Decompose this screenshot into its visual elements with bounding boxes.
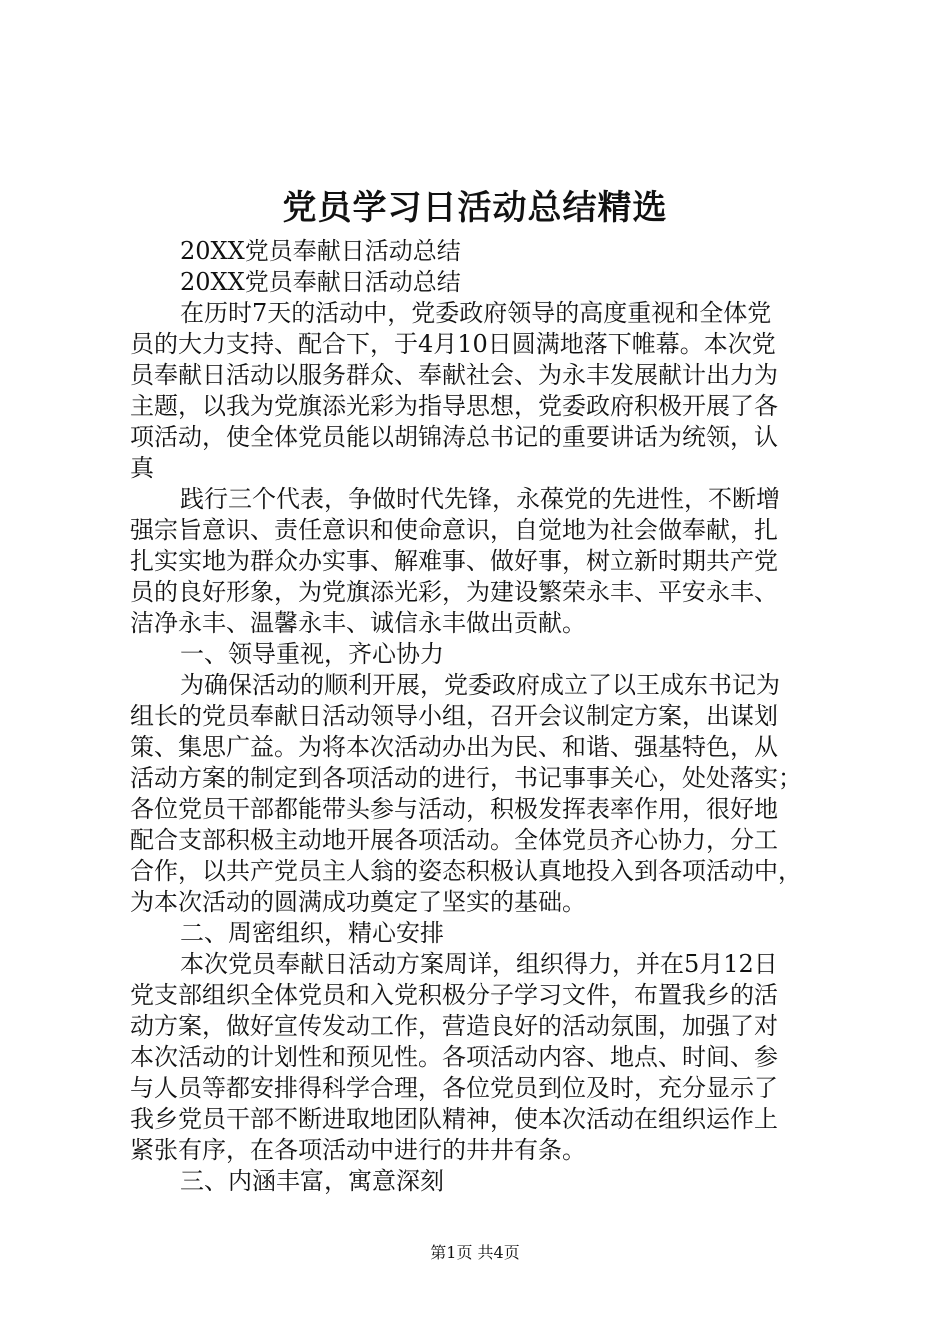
text-line: 扎实实地为群众办实事、解难事、做好事，树立新时期共产党 (130, 547, 778, 575)
text-line: 真 (130, 454, 154, 482)
text-line: 三、内涵丰富，寓意深刻 (180, 1167, 444, 1195)
text-line: 员的良好形象，为党旗添光彩，为建设繁荣永丰、平安永丰、 (130, 578, 778, 606)
text-line: 20XX党员奉献日活动总结 (180, 237, 461, 265)
text-line: 一、领导重视，齐心协力 (180, 640, 444, 668)
text-line: 策、集思广益。为将本次活动办出为民、和谐、强基特色，从 (130, 733, 778, 761)
text-line: 紧张有序，在各项活动中进行的井井有条。 (130, 1136, 586, 1164)
text-line: 动方案，做好宣传发动工作，营造良好的活动氛围，加强了对 (130, 1012, 778, 1040)
text-line: 员的大力支持、配合下，于4月10日圆满地落下帷幕。本次党 (130, 330, 776, 358)
text-line: 员奉献日活动以服务群众、奉献社会、为永丰发展献计出力为 (130, 361, 778, 389)
text-line: 各位党员干部都能带头参与活动，积极发挥表率作用，很好地 (130, 795, 778, 823)
text-line: 本次活动的计划性和预见性。各项活动内容、地点、时间、参 (130, 1043, 778, 1071)
text-line: 主题，以我为党旗添光彩为指导思想，党委政府积极开展了各 (130, 392, 778, 420)
page-indicator: 第1页 共4页 (430, 1243, 520, 1262)
text-line: 强宗旨意识、责任意识和使命意识，自觉地为社会做奉献，扎 (130, 516, 778, 544)
document-title: 党员学习日活动总结精选 (282, 188, 668, 228)
text-line: 我乡党员干部不断进取地团队精神，使本次活动在组织运作上 (130, 1105, 778, 1133)
text-line: 本次党员奉献日活动方案周详，组织得力，并在5月12日 (180, 950, 778, 978)
text-line: 践行三个代表，争做时代先锋，永葆党的先进性，不断增 (180, 485, 780, 513)
text-line: 配合支部积极主动地开展各项活动。全体党员齐心协力，分工 (130, 826, 778, 854)
text-line: 组长的党员奉献日活动领导小组，召开会议制定方案，出谋划 (130, 702, 778, 730)
text-line: 与人员等都安排得科学合理，各位党员到位及时，充分显示了 (130, 1074, 778, 1102)
text-line: 活动方案的制定到各项活动的进行，书记事事关心，处处落实； (130, 764, 802, 792)
text-line: 合作，以共产党员主人翁的姿态积极认真地投入到各项活动中， (130, 857, 802, 885)
text-line: 为确保活动的顺利开展，党委政府成立了以王成东书记为 (180, 671, 780, 699)
document-body (130, 236, 838, 1197)
text-line: 二、周密组织，精心安排 (180, 919, 444, 947)
text-line: 20XX党员奉献日活动总结 (180, 268, 461, 296)
text-line: 党支部组织全体党员和入党积极分子学习文件，布置我乡的活 (130, 981, 778, 1009)
text-line: 洁净永丰、温馨永丰、诚信永丰做出贡献。 (130, 609, 586, 637)
text-line: 项活动，使全体党员能以胡锦涛总书记的重要讲话为统领，认 (130, 423, 778, 451)
text-line: 在历时7天的活动中，党委政府领导的高度重视和全体党 (180, 299, 772, 327)
text-line: 为本次活动的圆满成功奠定了坚实的基础。 (130, 888, 586, 916)
